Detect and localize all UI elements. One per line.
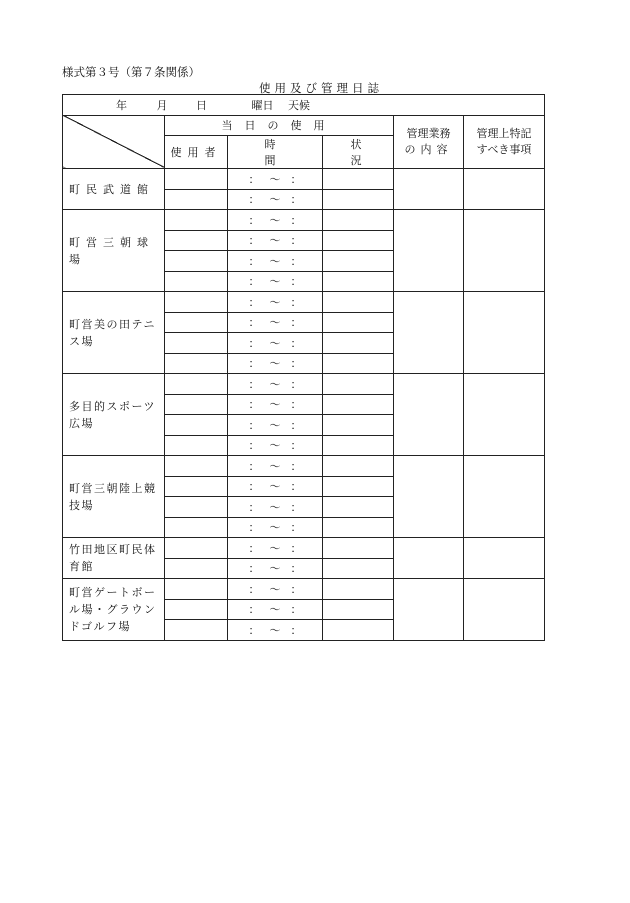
facility-name: 町営ゲートボール場・グラウンドゴルフ場: [63, 579, 165, 641]
table-row: [63, 169, 545, 190]
time-colon: ：: [290, 562, 302, 576]
time-tilde: 〜: [269, 480, 281, 494]
user-cell[interactable]: [165, 169, 228, 190]
time-colon: ：: [290, 316, 302, 330]
status-cell[interactable]: [323, 394, 394, 415]
form-number: 様式第３号（第７条関係）: [62, 65, 200, 79]
status-cell[interactable]: [323, 210, 394, 231]
time-tilde: 〜: [269, 500, 281, 514]
notes-cell[interactable]: [464, 579, 545, 641]
weekday-label: 曜日: [251, 98, 274, 112]
table-row: [63, 374, 545, 395]
management-header: [394, 115, 464, 169]
time-tilde: 〜: [269, 316, 281, 330]
user-cell[interactable]: [165, 620, 228, 641]
status-cell[interactable]: [323, 599, 394, 620]
time-tilde: 〜: [269, 254, 281, 268]
time-colon: ：: [248, 234, 260, 248]
time-tilde: 〜: [269, 336, 281, 350]
time-cell[interactable]: [228, 251, 323, 272]
time-tilde: 〜: [269, 459, 281, 473]
time-colon: ：: [290, 500, 302, 514]
time-colon: ：: [248, 500, 260, 514]
notes-cell[interactable]: [464, 210, 545, 292]
time-colon: ：: [248, 336, 260, 350]
notes-cell[interactable]: [464, 456, 545, 538]
date-row: [63, 95, 545, 116]
table-row: [63, 210, 545, 231]
status-header: 状況: [323, 136, 394, 169]
time-colon: ：: [290, 357, 302, 371]
time-colon: ：: [290, 336, 302, 350]
user-cell[interactable]: [165, 292, 228, 313]
time-colon: ：: [290, 398, 302, 412]
time-tilde: 〜: [269, 541, 281, 555]
time-colon: ：: [248, 254, 260, 268]
time-colon: ：: [248, 459, 260, 473]
usage-group-header: 当日の使用: [165, 115, 394, 136]
time-colon: ：: [290, 541, 302, 555]
time-colon: ：: [248, 357, 260, 371]
status-cell[interactable]: [323, 435, 394, 456]
time-colon: ：: [248, 316, 260, 330]
notes-cell[interactable]: [464, 292, 545, 374]
time-tilde: 〜: [269, 582, 281, 596]
time-cell[interactable]: [228, 333, 323, 354]
time-cell[interactable]: [228, 456, 323, 477]
status-cell[interactable]: [323, 579, 394, 600]
day-label: 日: [196, 98, 207, 112]
facility-name: 町営三朝球場: [63, 210, 165, 292]
time-colon: ：: [248, 562, 260, 576]
time-cell[interactable]: [228, 476, 323, 497]
status-cell[interactable]: [323, 169, 394, 190]
user-cell[interactable]: [165, 538, 228, 559]
notes-cell[interactable]: [464, 538, 545, 579]
status-cell[interactable]: [323, 374, 394, 395]
time-colon: ：: [248, 418, 260, 432]
time-colon: ：: [290, 439, 302, 453]
facility-name: 竹田地区町民体育館: [63, 538, 165, 579]
time-cell[interactable]: [228, 210, 323, 231]
usage-log-table: [62, 94, 545, 641]
notes-header: [464, 115, 545, 169]
time-cell[interactable]: [228, 538, 323, 559]
time-colon: ：: [248, 623, 260, 637]
time-colon: ：: [290, 377, 302, 391]
notes-cell[interactable]: [464, 169, 545, 210]
time-colon: ：: [248, 295, 260, 309]
month-label: 月: [156, 98, 168, 112]
management-cell[interactable]: [394, 210, 464, 292]
time-tilde: 〜: [269, 275, 281, 289]
facility-name: 町営三朝陸上競技場: [63, 456, 165, 538]
user-cell[interactable]: [165, 579, 228, 600]
time-colon: ：: [290, 295, 302, 309]
user-cell[interactable]: [165, 353, 228, 374]
facility-name: 町営美の田テニス場: [63, 292, 165, 374]
time-colon: ：: [248, 213, 260, 227]
status-cell[interactable]: [323, 353, 394, 374]
user-cell[interactable]: [165, 394, 228, 415]
time-colon: ：: [248, 377, 260, 391]
user-cell[interactable]: [165, 497, 228, 518]
status-cell[interactable]: [323, 251, 394, 272]
time-colon: ：: [290, 480, 302, 494]
management-cell[interactable]: [394, 579, 464, 641]
user-cell[interactable]: [165, 251, 228, 272]
time-colon: ：: [290, 418, 302, 432]
time-colon: ：: [248, 603, 260, 617]
time-colon: ：: [248, 541, 260, 555]
year-label: 年: [116, 98, 127, 112]
time-colon: ：: [290, 603, 302, 617]
time-cell[interactable]: [228, 415, 323, 436]
time-colon: ：: [290, 275, 302, 289]
user-cell[interactable]: [165, 271, 228, 292]
document-title: 使用及び管理日誌: [259, 81, 383, 95]
user-cell[interactable]: [165, 210, 228, 231]
time-cell[interactable]: [228, 497, 323, 518]
user-cell[interactable]: [165, 333, 228, 354]
time-tilde: 〜: [269, 439, 281, 453]
user-cell[interactable]: [165, 517, 228, 538]
time-colon: ：: [248, 480, 260, 494]
notes-cell[interactable]: [464, 374, 545, 456]
user-cell[interactable]: [165, 435, 228, 456]
time-colon: ：: [248, 439, 260, 453]
time-colon: ：: [290, 193, 302, 207]
time-tilde: 〜: [269, 234, 281, 248]
weather-label: 天候: [288, 98, 310, 112]
status-cell[interactable]: [323, 415, 394, 436]
time-cell[interactable]: [228, 271, 323, 292]
status-cell[interactable]: [323, 333, 394, 354]
time-colon: ：: [290, 254, 302, 268]
time-tilde: 〜: [269, 357, 281, 371]
time-cell[interactable]: [228, 374, 323, 395]
management-cell[interactable]: [394, 374, 464, 456]
time-cell[interactable]: [228, 312, 323, 333]
time-tilde: 〜: [269, 603, 281, 617]
time-header: 時間: [228, 136, 323, 169]
time-colon: ：: [290, 459, 302, 473]
user-cell[interactable]: [165, 456, 228, 477]
table-row: [63, 292, 545, 313]
management-cell[interactable]: [394, 538, 464, 579]
management-cell[interactable]: [394, 456, 464, 538]
status-cell[interactable]: [323, 620, 394, 641]
time-cell[interactable]: [228, 620, 323, 641]
status-cell[interactable]: [323, 517, 394, 538]
time-tilde: 〜: [269, 623, 281, 637]
time-colon: ：: [248, 398, 260, 412]
time-cell[interactable]: [228, 435, 323, 456]
user-cell[interactable]: [165, 312, 228, 333]
status-cell[interactable]: [323, 497, 394, 518]
time-cell[interactable]: [228, 579, 323, 600]
time-colon: ：: [248, 521, 260, 535]
time-cell[interactable]: [228, 230, 323, 251]
time-tilde: 〜: [269, 377, 281, 391]
user-cell[interactable]: [165, 558, 228, 579]
time-cell[interactable]: [228, 394, 323, 415]
user-cell[interactable]: [165, 189, 228, 210]
date-weather-cell[interactable]: [63, 95, 545, 116]
notes-header-line2: すべき事項: [476, 142, 532, 156]
diagonal-header-cell: [63, 115, 165, 169]
time-tilde: 〜: [269, 521, 281, 535]
time-cell[interactable]: [228, 558, 323, 579]
facility-name: 多目的スポーツ広場: [63, 374, 165, 456]
time-cell[interactable]: [228, 292, 323, 313]
user-cell[interactable]: [165, 476, 228, 497]
time-colon: ：: [290, 234, 302, 248]
user-header: 使用者: [165, 136, 228, 169]
status-cell[interactable]: [323, 189, 394, 210]
time-tilde: 〜: [269, 213, 281, 227]
header-row-1: [63, 115, 545, 136]
time-tilde: 〜: [269, 562, 281, 576]
time-cell[interactable]: [228, 353, 323, 374]
user-cell[interactable]: [165, 374, 228, 395]
management-cell[interactable]: [394, 292, 464, 374]
time-cell[interactable]: [228, 189, 323, 210]
time-colon: ：: [248, 172, 260, 186]
time-cell[interactable]: [228, 599, 323, 620]
status-cell[interactable]: [323, 230, 394, 251]
time-cell[interactable]: [228, 517, 323, 538]
time-tilde: 〜: [269, 193, 281, 207]
status-cell[interactable]: [323, 312, 394, 333]
time-tilde: 〜: [269, 295, 281, 309]
status-cell[interactable]: [323, 558, 394, 579]
status-cell[interactable]: [323, 476, 394, 497]
management-header-line2: の内容: [404, 142, 453, 156]
time-cell[interactable]: [228, 169, 323, 190]
management-cell[interactable]: [394, 169, 464, 210]
user-cell[interactable]: [165, 230, 228, 251]
management-header-line1: 管理業務: [406, 126, 451, 140]
time-colon: ：: [290, 213, 302, 227]
user-cell[interactable]: [165, 599, 228, 620]
time-colon: ：: [290, 582, 302, 596]
time-colon: ：: [290, 623, 302, 637]
time-colon: ：: [248, 582, 260, 596]
user-cell[interactable]: [165, 415, 228, 436]
time-colon: ：: [248, 193, 260, 207]
notes-header-line1: 管理上特記: [476, 126, 532, 140]
time-colon: ：: [290, 172, 302, 186]
time-colon: ：: [290, 521, 302, 535]
time-tilde: 〜: [269, 398, 281, 412]
status-cell[interactable]: [323, 271, 394, 292]
time-tilde: 〜: [269, 418, 281, 432]
table-row: [63, 538, 545, 559]
time-colon: ：: [248, 275, 260, 289]
time-tilde: 〜: [269, 172, 281, 186]
facility-name: 町民武道館: [63, 169, 165, 210]
status-cell[interactable]: [323, 292, 394, 313]
status-cell[interactable]: [323, 538, 394, 559]
table-row: [63, 456, 545, 477]
table-row: [63, 579, 545, 600]
status-cell[interactable]: [323, 456, 394, 477]
